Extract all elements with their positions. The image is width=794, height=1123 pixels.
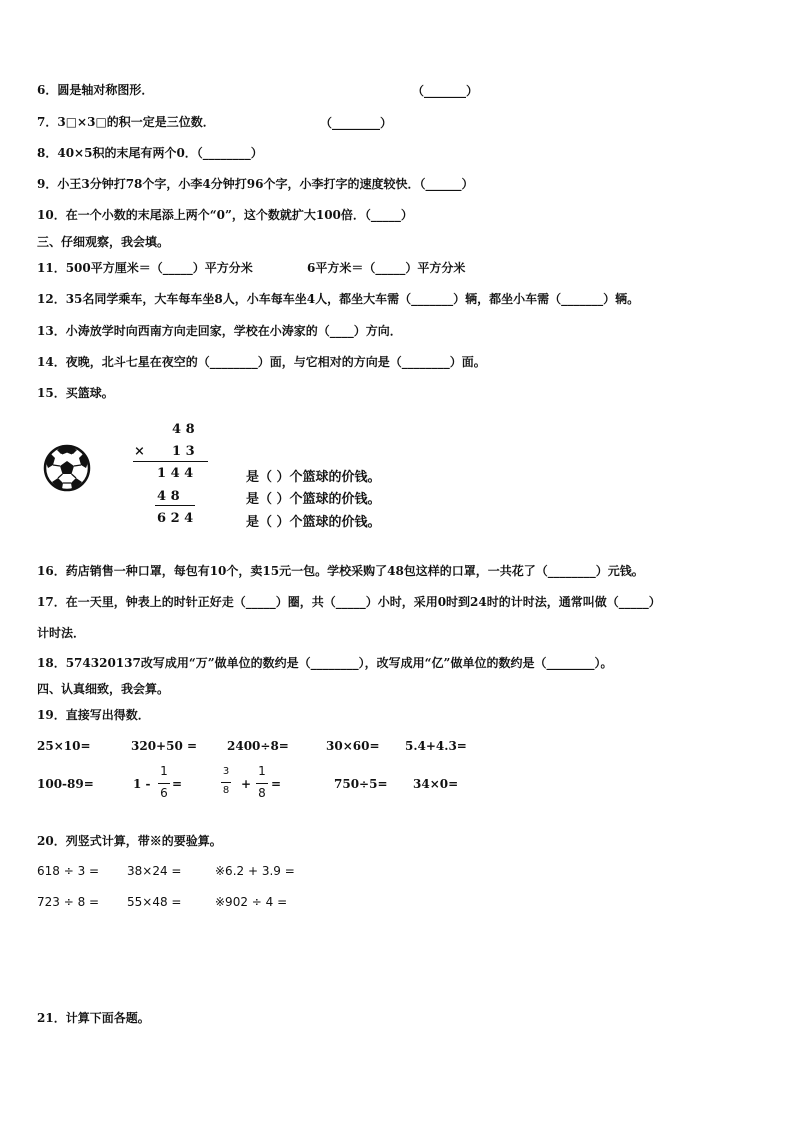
mult-second-number: 1 3: [172, 444, 195, 459]
mult-result: 6 2 4: [157, 511, 194, 526]
fraction-3-numerator: 1: [258, 764, 266, 778]
section-3-heading: 三、仔细观察，我会填。: [37, 235, 170, 249]
calc20-item-1: 618 ÷ 3 =: [37, 864, 100, 878]
calc19-item-5: 5.4+4.3=: [405, 739, 467, 753]
question-10: 10．在一个小数的末尾添上两个“0”，这个数就扩大100倍．（_____）: [37, 208, 413, 222]
fraction-2-denominator: 8: [222, 785, 230, 796]
calc19-item-6: 100-89=: [37, 777, 94, 791]
calc19-item-10: 34×0=: [413, 777, 459, 791]
calc19-item-9: 750÷5=: [334, 777, 388, 791]
calc20-item-6: ※902 ÷ 4 =: [215, 895, 288, 909]
soccer-ball-icon: [43, 444, 91, 492]
mult-times-sign: ×: [134, 444, 145, 459]
question-16: 16．药店销售一种口罩，每包有10个，卖15元一包。学校采购了48包这样的口罩，一共花了（________）元钱。: [37, 564, 644, 578]
question-21: 21．计算下面各题。: [37, 1011, 150, 1025]
calc19-item-7-prefix: 1 -: [133, 777, 151, 791]
fraction-1-denominator: 6: [160, 786, 168, 800]
question-14: 14．夜晚，北斗七星在夜空的（________）面，与它相对的方向是（________）面。: [37, 355, 486, 369]
mult-partial-1: 1 4 4: [157, 466, 194, 481]
mult-note-1: 是（ ）个篮球的价钱。: [246, 470, 381, 485]
calc19-item-2: 320+50 =: [131, 739, 198, 753]
question-7-answer-blank[interactable]: （________）: [320, 116, 393, 130]
mult-note-3: 是（ ）个篮球的价钱。: [246, 515, 381, 530]
question-6: 6．圆是轴对称图形．: [37, 83, 154, 97]
question-8: 8．40×5积的末尾有两个0．（________）: [37, 146, 263, 160]
question-7: 7．3□×3□的积一定是三位数．: [37, 115, 215, 129]
calc20-item-3: ※6.2 + 3.9 =: [215, 864, 295, 878]
calc19-item-1: 25×10=: [37, 739, 91, 753]
fraction-1-numerator: 1: [160, 764, 168, 778]
calc20-item-5: 55×48 =: [127, 895, 182, 909]
question-6-answer-blank[interactable]: （_______）: [412, 84, 479, 98]
calc20-item-2: 38×24 =: [127, 864, 182, 878]
fraction-2-numerator: 3: [222, 766, 230, 777]
question-20: 20．列竖式计算，带※的要验算。: [37, 834, 222, 848]
question-15: 15．买篮球。: [37, 386, 114, 400]
section-4-heading: 四、认真细致，我会算。: [37, 682, 170, 696]
fraction-1-bar: [158, 783, 170, 784]
fraction-3-bar: [256, 783, 268, 784]
question-18: 18．574320137改写成用“万”做单位的数约是（________），改写成用“亿”做单位的数约是（________）。: [37, 656, 613, 670]
question-12: 12．35名同学乘车，大车每车坐8人，小车每车坐4人，都坐大车需（_______）辆，都坐小车需（_______）辆。: [37, 292, 640, 306]
calc19-item-4: 30×60=: [326, 739, 380, 753]
question-17-line-2: 计时法．: [37, 626, 86, 640]
fraction-2-bar: [221, 782, 231, 783]
calc20-item-4: 723 ÷ 8 =: [37, 895, 100, 909]
question-19: 19．直接写出得数．: [37, 708, 150, 722]
fraction-3-equals: =: [271, 777, 282, 791]
question-17-line-1: 17．在一天里，钟表上的时针正好走（_____）圈，共（_____）小时，采用0时到24时的计时法，通常叫做（_____）: [37, 595, 661, 609]
mult-rule-1: [133, 461, 208, 462]
fraction-1-equals: =: [172, 777, 183, 791]
question-13: 13．小涛放学时向西南方向走回家，学校在小涛家的（____）方向．: [37, 324, 402, 338]
fraction-3-denominator: 8: [258, 786, 266, 800]
mult-rule-2: [155, 505, 195, 506]
fraction-plus-sign: +: [241, 777, 252, 791]
question-11-part-b: 6平方米＝（_____）平方分米: [307, 261, 466, 275]
question-11-part-a: 11．500平方厘米＝（_____）平方分米: [37, 261, 253, 275]
mult-note-2: 是（ ）个篮球的价钱。: [246, 492, 381, 507]
mult-partial-2: 4 8: [157, 489, 180, 504]
question-9: 9．小王3分钟打78个字，小李4分钟打96个字，小李打字的速度较快．（______）: [37, 177, 474, 191]
mult-top-number: 4 8: [172, 422, 195, 437]
calc19-item-3: 2400÷8=: [227, 739, 289, 753]
